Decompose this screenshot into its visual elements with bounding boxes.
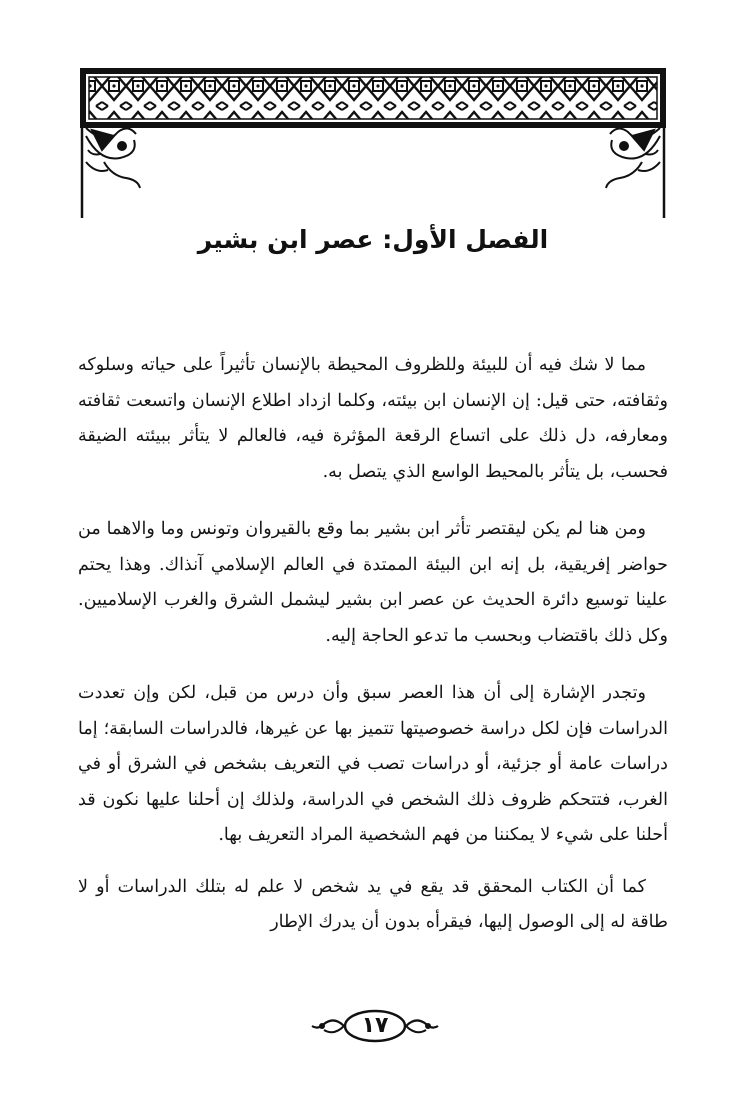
paragraph: ومن هنا لم يكن ليقتصر تأثر ابن بشير بما وقع بالقيروان وتونس وما والاهما من حواضر إفريقية، بل إنه ابن البيئة الممتدة في العالم الإسلامي آنذاك. وهذا يحتم علينا توسيع دائرة الحديث عن عصر ابن بشير ليشمل الشرق والغرب الإسلاميين. وكل ذلك باقتضاب وبحسب ما تدعو الحاجة إليه. [78,519,668,646]
page-number: ١٧ [361,1013,389,1038]
paragraph: مما لا شك فيه أن للبيئة وللظروف المحيطة بالإنسان تأثيراً على حياته وسلوكه وثقافته، حتى قيل: إن الإنسان ابن بيئته، وكلما ازداد اطلاع الإنسان واتسعت ثقافته ومعارفه، دل ذلك على اتساع الرقعة المؤثرة فيه، فالعالم لا يتأثر ببيئته الضيقة فحسب، بل يتأثر بالمحيط الواسع الذي يتصل به. [78,355,668,482]
chapter-body [78,348,668,961]
paragraph: وتجدر الإشارة إلى أن هذا العصر سبق وأن درس من قبل، لكن وإن تعددت الدراسات فإن لكل دراسة خصوصيتها تتميز بها عن غيرها، فالدراسات السابقة؛ إما دراسات عامة أو جزئية، أو دراسات تصب في التعريف بشخص في الشرق أو في الغرب، فتتحكم ظروف ذلك الشخص في الدراسة، ولذلك إن أحلنا عليها نكون قد أحلنا على شيء لا يمكننا من فهم الشخصية المراد التعريف بها. [78,683,668,845]
header-ornament [78,66,668,226]
left-corner-flourish [86,128,140,188]
right-corner-flourish [606,128,660,188]
paragraph: كما أن الكتاب المحقق قد يقع في يد شخص لا علم له بتلك الدراسات أو لا طاقة له إلى الوصول إليها، فيقرأه بدون أن يدرك الإطار [78,876,668,932]
chapter-title: الفصل الأول: عصر ابن بشير [197,225,549,254]
